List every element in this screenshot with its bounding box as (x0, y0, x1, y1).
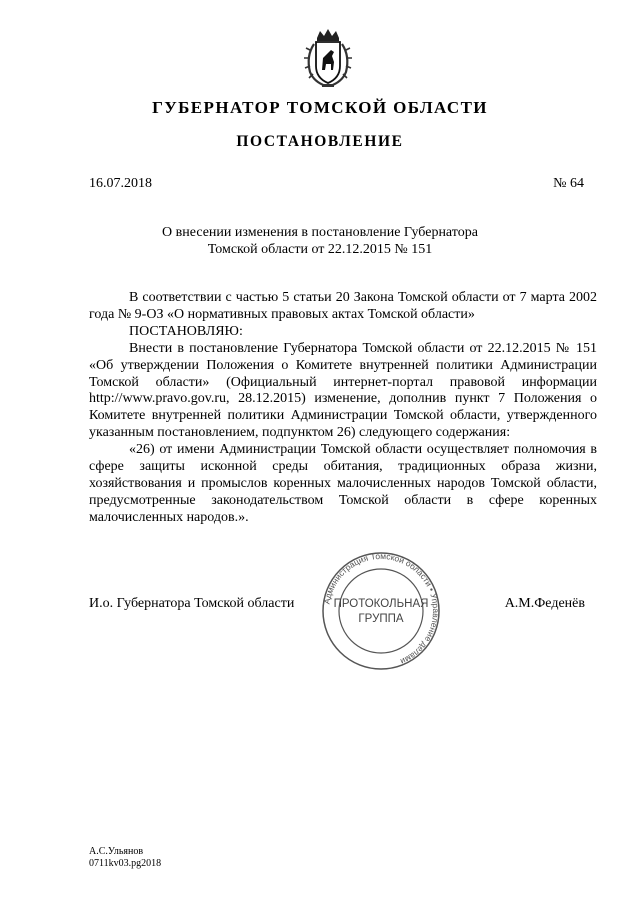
author-name: А.С.Ульянов (89, 846, 144, 857)
stamp-ring-text: Администрация Томской области • Управление делами (321, 550, 442, 667)
document-date: 16.07.2018 (89, 176, 152, 191)
file-code: 0711kv03.pg2018 (89, 858, 162, 869)
official-stamp (316, 550, 446, 672)
signatory-name: А.М.Феденёв (504, 596, 585, 611)
organization-title: ГУБЕРНАТОР ТОМСКОЙ ОБЛАСТИ (152, 98, 488, 117)
body-paragraph: «26) от имени Администрации Томской области осуществляет полномочия в сфере защиты исконной среды обитания, традиционных образа жизни, хозяйствования и промыслов коренных малочисленных народов Томской области, предусмотренные законодательством Томской области в сфере коренных малочисленных народов.». (89, 442, 597, 525)
tomsk-coat-of-arms-icon (300, 28, 356, 90)
body-paragraph: Внести в постановление Губернатора Томской области от 22.12.2015 № 151 «Об утверждении Положения о Комитете внутренней политики Администрации Томской области» (Официальный интернет-портал правовой информации http://www.pravo.gov.ru, 28.12.2015) изменение, дополнив пункт 7 Положения о Комитете внутренней политики Администрации Томской области, утвержденного указанным постановлением, подпунктом 26) следующего содержания: (89, 340, 597, 441)
subject-line: Томской области от 22.12.2015 № 151 (207, 242, 433, 257)
document-body (89, 290, 597, 527)
document-kind: ПОСТАНОВЛЕНИЕ (236, 133, 404, 150)
resolution-word: ПОСТАНОВЛЯЮ: (129, 323, 243, 339)
document-number: № 64 (553, 176, 584, 191)
footer-info (89, 846, 161, 870)
stamp-text-line: ПРОТОКОЛЬНАЯ (333, 598, 429, 610)
stamp-text-line: ГРУППА (358, 613, 404, 625)
body-paragraph: В соответствии с частью 5 статьи 20 Закона Томской области от 7 марта 2002 года № 9-ОЗ «О нормативных правовых актах Томской области» (89, 290, 597, 322)
document-subject (0, 224, 640, 258)
signatory-position: И.о. Губернатора Томской области (89, 596, 295, 611)
subject-line: О внесении изменения в постановление Губернатора (162, 225, 478, 240)
